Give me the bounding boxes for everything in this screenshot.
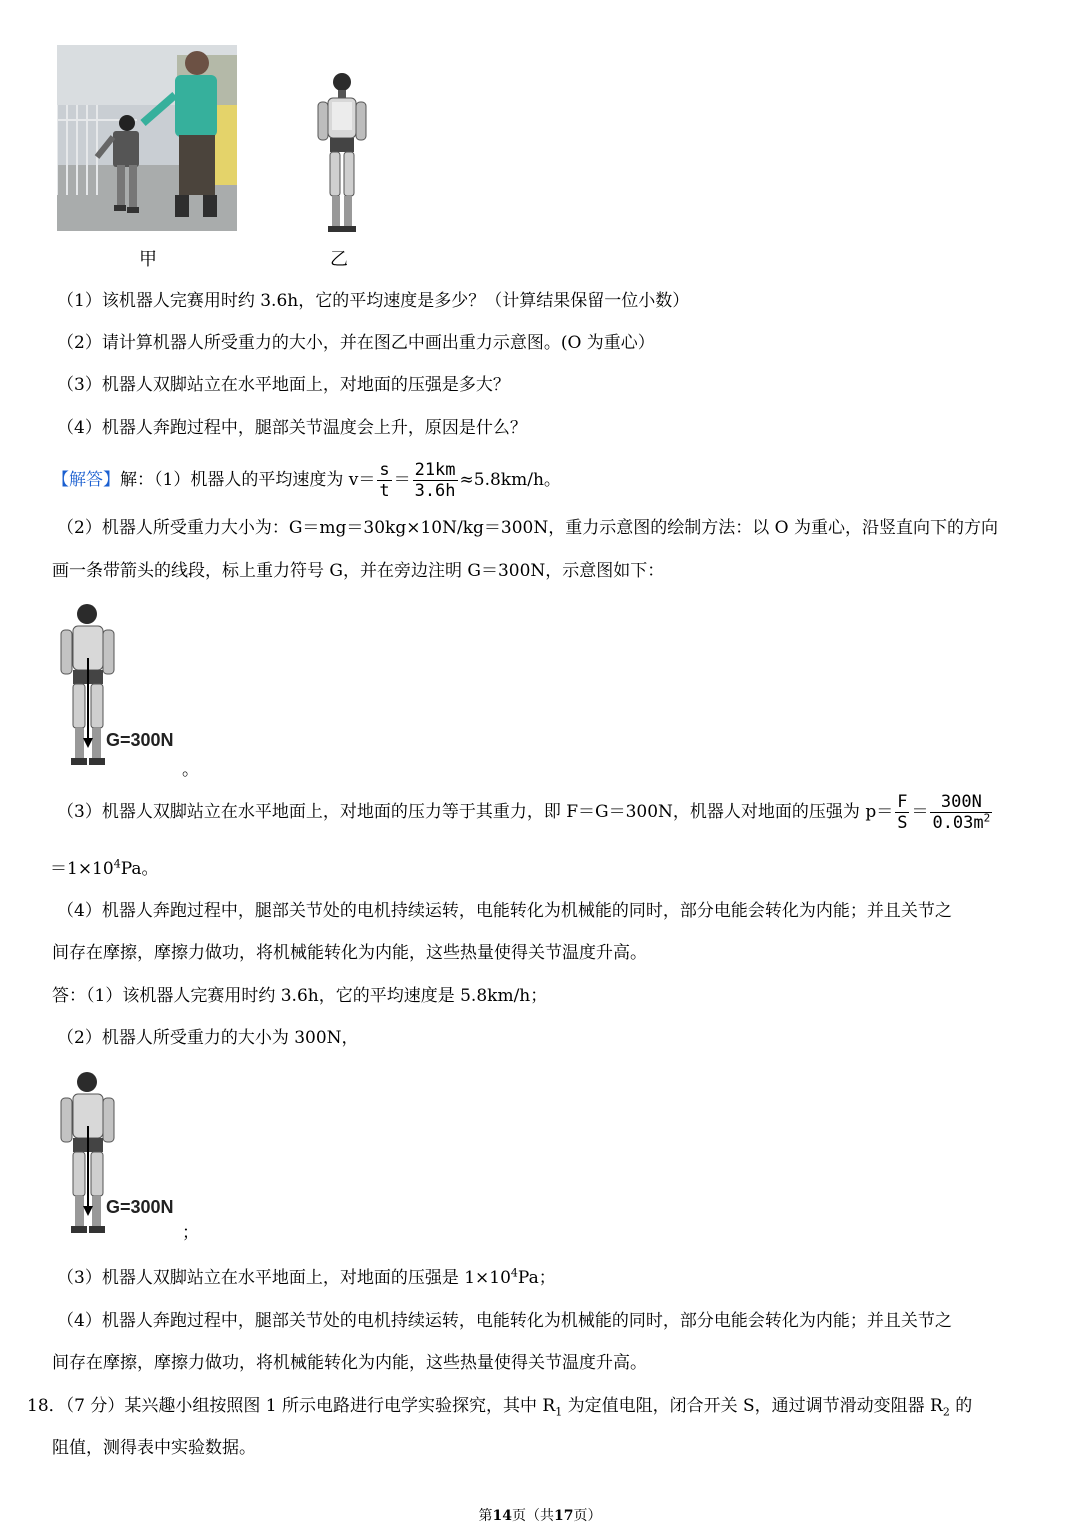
fraction-numerator: 21km [414,460,456,480]
figure-yi-robot [310,70,370,236]
answer-1: 答：（1）该机器人完赛用时约 3.6h，它的平均速度是 5.8km/h； [52,986,548,1006]
question-4: （4）机器人奔跑过程中，腿部关节温度会上升，原因是什么？ [57,418,527,438]
figure-yi-label: 乙 [330,249,348,270]
question-18-line-2: 阻值，测得表中实验数据。 [52,1438,256,1458]
solution-3-line-1 [57,790,994,834]
page-total: 17 [554,1508,574,1524]
footer-mid: 页（共 [512,1508,554,1524]
fraction-denominator: t [379,481,390,501]
force-label-1: G=300N [106,730,174,750]
answer-3-unit: Pa； [517,1268,556,1288]
q18-subscript-2: 2 [942,1405,950,1419]
answer-4-line-2: 间存在摩擦，摩擦力做功，将机械能转化为内能，这些热量使得关节温度升高。 [52,1353,647,1373]
solution-3-line-2 [50,856,159,882]
question-1: （1）该机器人完赛用时约 3.6h，它的平均速度是多少？（计算结果保留一位小数） [57,291,690,311]
solution-3-prefix: （3）机器人双脚站立在水平地面上，对地面的压力等于其重力，即 F＝G＝300N，机器人对地面的压强为 p＝ [57,802,894,822]
q18-text-c: 的 [949,1396,973,1416]
area-value: 0.03m [932,813,984,833]
solution-tag: 【解答】 [52,470,120,490]
answer-2-end: ； [182,1223,199,1243]
solution-2-line-1: （2）机器人所受重力大小为：G＝mg＝30kg×10N/kg＝300N，重力示意图的绘制方法：以 O 为重心，沿竖直向下的方向 [57,518,998,538]
fraction-denominator: 3.6h [414,481,456,501]
equals-sign: ＝ [911,802,929,822]
footer-suffix: 页） [573,1508,602,1524]
solution-2-end: 。 [182,760,199,780]
q18-text-a: 18．（7 分）某兴趣小组按照图 1 所示电路进行电学实验探究，其中 R [27,1396,556,1416]
question-18-line-1 [27,1393,972,1419]
force-label-2: G=300N [106,1197,174,1217]
question-2: （2）请计算机器人所受重力的大小，并在图乙中画出重力示意图。(O 为重心） [57,333,655,353]
solution-4-line-1: （4）机器人奔跑过程中，腿部关节处的电机持续运转，电能转化为机械能的同时，部分电能会转化为内能；并且关节之 [57,901,952,921]
fraction-denominator: S [897,813,908,833]
answer-3 [57,1265,556,1291]
fraction-denominator [930,813,992,833]
question-3: （3）机器人双脚站立在水平地面上，对地面的压强是多大？ [57,375,510,395]
fraction-numerator: s [379,460,390,480]
solution-part-1 [52,458,561,502]
answer-3-exponent: 4 [510,1266,518,1280]
fraction-numerator: 300N [930,792,992,813]
solution-4-line-2: 间存在摩擦，摩擦力做功，将机械能转化为内能，这些热量使得关节温度升高。 [52,943,647,963]
fraction-distance-over-time [413,460,458,501]
solution-1-prefix: 解：（1）机器人的平均速度为 v＝ [120,470,376,490]
fraction-s-over-t [377,460,391,501]
solution-2-line-2: 画一条带箭头的线段，标上重力符号 G，并在旁边注明 G＝300N，示意图如下： [52,561,665,581]
answer-3-text: （3）机器人双脚站立在水平地面上，对地面的压强是 1×10 [57,1268,511,1288]
pressure-exponent: 4 [113,857,121,871]
solution-1-suffix: ≈5.8km/h。 [459,470,561,490]
pressure-value: ＝1×10 [50,859,114,879]
fraction-numerator: F [897,792,908,812]
page-footer [0,1505,1080,1525]
figure-jia-label: 甲 [139,249,157,270]
page-number: 14 [492,1508,512,1524]
pressure-unit: Pa。 [120,859,159,879]
figure-jia-photo [57,45,237,231]
equals-sign: ＝ [393,470,411,490]
q18-text-b: 为定值电阻，闭合开关 S，通过调节滑动变阻器 R [562,1396,943,1416]
q18-subscript-1: 1 [555,1405,563,1419]
area-exponent: 2 [983,811,991,825]
fraction-force-over-area [930,792,992,833]
answer-2: （2）机器人所受重力的大小为 300N， [57,1028,359,1048]
answer-4-line-1: （4）机器人奔跑过程中，腿部关节处的电机持续运转，电能转化为机械能的同时，部分电能会转化为内能；并且关节之 [57,1311,952,1331]
fraction-f-over-s [895,792,909,833]
footer-prefix: 第 [478,1508,493,1524]
